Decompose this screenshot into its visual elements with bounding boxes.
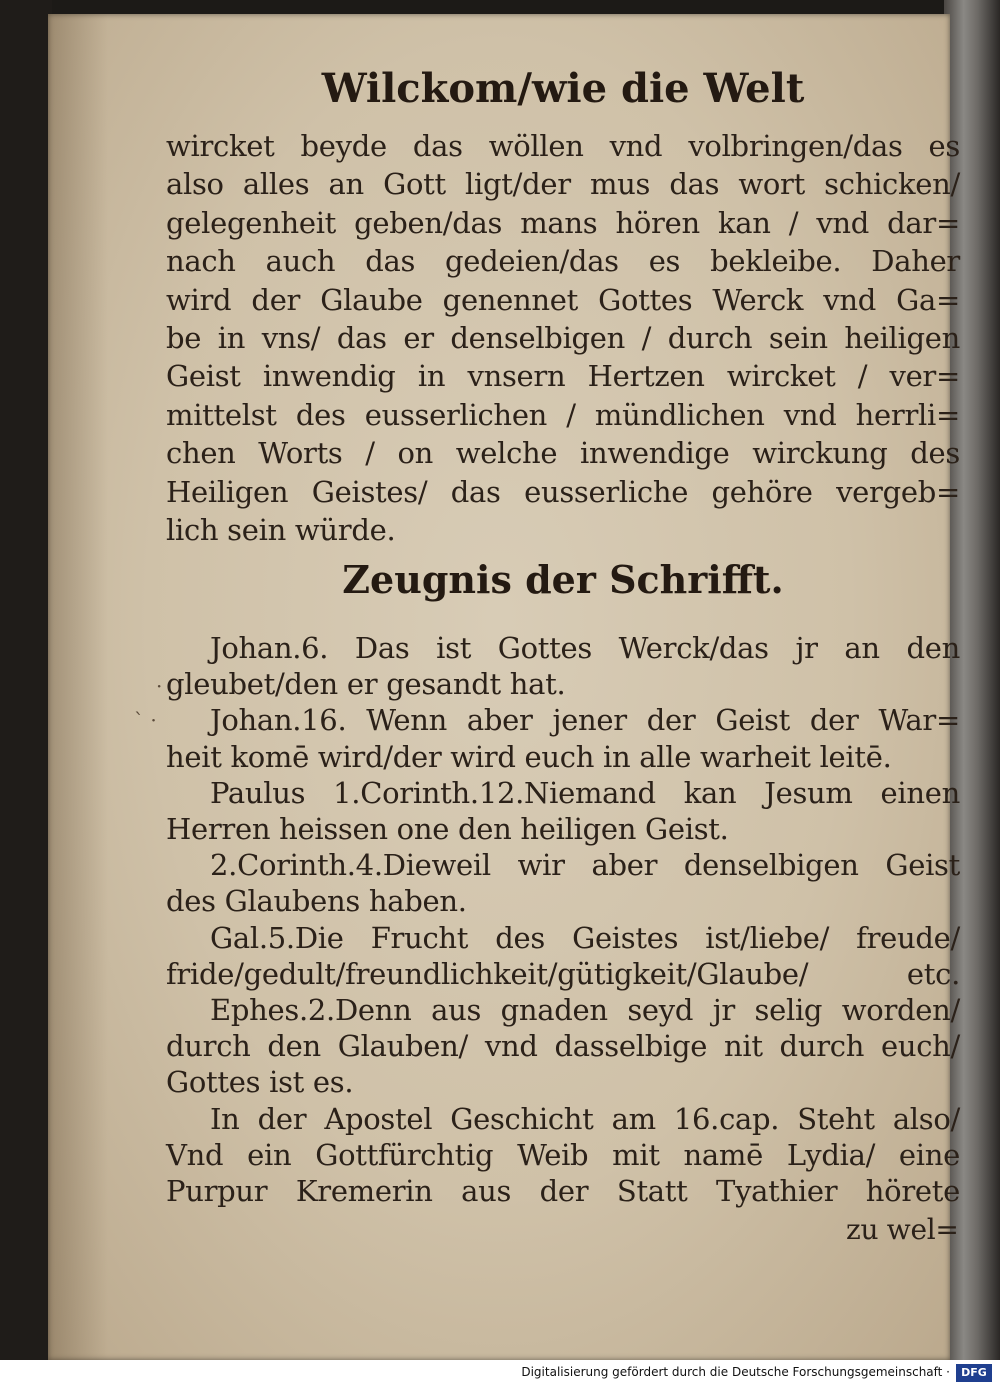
text-line: Paulus 1.Corinth.12.Niemand kan Jesum einen	[210, 775, 960, 810]
text-line: Vnd ein Gottfürchtig Weib mit namē Lydia/ eine	[166, 1137, 960, 1172]
dfg-logo: DFG	[956, 1364, 992, 1382]
text-line: wircket beyde das wöllen vnd volbringen/das es	[166, 129, 960, 163]
text-line: Gal.5.Die Frucht des Geistes ist/liebe/ freude/	[210, 920, 960, 955]
text-line: heit komē wird/der wird euch in alle warheit leitē.	[166, 739, 892, 774]
text-line: 2.Corinth.4.Dieweil wir aber denselbigen Geist	[210, 848, 960, 883]
text-line: wird der Glaube genennet Gottes Werck vnd Ga=	[166, 282, 960, 317]
text-line: also alles an Gott ligt/der mus das wort schicken/	[166, 167, 960, 202]
text-line: durch den Glauben/ vnd dasselbige nit durch euch/	[166, 1029, 960, 1064]
text-line: chen Worts / on welche inwendige wirckung des	[166, 436, 960, 471]
text-line: Herren heissen one den heiligen Geist.	[166, 812, 729, 846]
text-line: Heiligen Geistes/ das eusserliche gehöre vergeb=	[166, 474, 960, 509]
text-line: nach auch das gedeien/das es bekleibe. Daher	[166, 244, 960, 279]
footer-credit: Digitalisierung gefördert durch die Deutsche Forschungsgemeinschaft ·	[521, 1365, 950, 1379]
catchword: zu wel=	[846, 1213, 959, 1246]
running-head: Wilckom/wie die Welt	[321, 65, 805, 112]
footer-bar	[0, 1360, 1000, 1388]
text-line: lich sein würde.	[166, 513, 396, 547]
text-line: In der Apostel Geschicht am 16.cap. Steht also/	[210, 1101, 960, 1136]
text-line: des Glaubens haben.	[166, 884, 467, 919]
scan-border-left	[0, 0, 52, 1388]
text-line: Gottes ist es.	[166, 1065, 354, 1100]
text-line: mittelst des eusserlichen / mündlichen vnd herrli=	[166, 397, 960, 432]
text-line: be in vns/ das er denselbigen / durch sein heiligen	[166, 321, 960, 355]
text-line: gleubet/den er gesandt hat.	[166, 667, 566, 702]
section-heading: Zeugnis der Schrifft.	[342, 557, 784, 602]
text-line: Geist inwendig in vnsern Hertzen wircket / ver=	[166, 359, 960, 394]
text-line: fride/gedult/freundlichkeit/gütigkeit/Glaube/ etc.	[166, 956, 960, 991]
margin-mark: ` ·	[134, 708, 157, 732]
text-line: gelegenheit geben/das mans hören kan / vnd dar=	[166, 205, 960, 240]
text-line: Purpur Kremerin aus der Statt Tyathier hörete	[166, 1174, 960, 1208]
text-line: Johan.16. Wenn aber jener der Geist der War=	[210, 703, 960, 738]
text-line: Ephes.2.Denn aus gnaden seyd jr selig worden/	[210, 993, 960, 1027]
margin-mark: ·	[156, 674, 163, 698]
text-line: Johan.6. Das ist Gottes Werck/das jr an den	[210, 631, 960, 665]
